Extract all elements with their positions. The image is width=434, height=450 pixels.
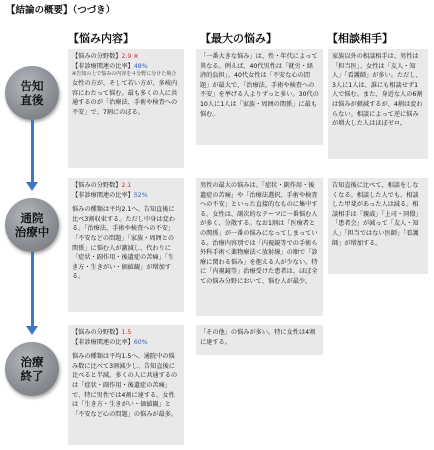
stage-label-line2: 治療中 [14,225,50,239]
non-clinical-ratio-label: 【非診療関連の比率】 [72,338,134,346]
field-count-label: 【悩みの分野数】 [72,329,122,336]
stage-label-line2: 直後 [20,93,44,107]
stage-circle-diagnosis [5,66,59,120]
non-clinical-ratio-label: 【非診療関連の比率】 [72,191,134,199]
non-clinical-ratio-line [72,191,180,201]
field-count-line [72,181,180,191]
consultant-text: 家族以外の相談相手は、男性は「担当医」、女性は「友人・知人」「看護師」が多い。ただし、3人に1人は、誰にも相談せず1人で悩む。また、身近な人の6割は悩みが軽減するが、4割は変わらない。相談によって逆に悩みが増大した人はほぼゼロ。 [332,53,423,128]
stage-label-line1: 治療 [20,354,44,369]
column-header-consultant: 【相談相手】 [327,32,393,45]
consultant-box-treatment [328,178,428,274]
greatest-concern-text: 「その他」の悩みが多い。特に女性は4割に達する。 [200,329,316,346]
stage-label-line2: 終了 [20,369,44,383]
non-clinical-ratio-value: 60% [133,338,148,346]
consultant-box-diagnosis [328,49,428,159]
concerns-summary: 女性の方が、そして若い方が、多岐内容にわたって悩む。最も多くの人に共通するのが「治療法、手術や検査への不安」で、7割にのぼる。 [72,79,178,116]
concerns-summary: 悩みの種類は平均2.1へ。告知直後に比べ3割収束する。ただし中身は変わる。「治療法、手術や検査への不安」「不安などの問題」「家族・周囲との関係」に悩む人が激減し、代わりに「症状・副作用・後遺症の苦痛」「生き方・生きがい・価値観」が増加する。 [72,206,175,281]
greatest-concern-box-completion [196,325,323,355]
stage-circle-treatment [5,198,59,252]
footnote: ※告知の上で悩みの内容を４分野に分けた場合 [72,71,177,78]
column-header-greatest-concern: 【最大の悩み】 [200,32,277,45]
non-clinical-ratio-value: 48% [133,62,148,70]
stage-label-line1: 告知 [20,78,44,93]
flow-arrow-line [31,120,34,182]
greatest-concern-text: 男性の最大の悩みは、「症状・副作用・後遺症の苦痛」や「治療法選択、手術や検査への不安」といった直接的なものに集中する。女性は、副次的なテーマに一番悩む人が多く、分散する。なお1割は「医療者との関係」が一番の悩みになってしまっている。治療内容別では「内視鏡等での手術ら外科手術＜薬物療法＜放射線」の順で「診療に関わる悩み」を抱える人が少ない。特に「内視鏡等」治療受けた患者は、ほぼ全ての悩み分野において、悩む人が最少。 [200,182,318,286]
field-count-value: 2.1 [121,182,132,189]
stage-label-line1: 通院 [20,210,44,225]
non-clinical-ratio-value: 52% [133,191,148,199]
greatest-concern-box-diagnosis [196,49,323,145]
field-count-line [72,52,180,62]
flow-arrow-head-icon [26,182,38,191]
concerns-box-treatment [68,178,184,312]
consultant-text: 告知直後に比べて、相談をしなくなる。相談した人でも、相談した甲斐があった人は減る。相談相手は「親戚」「上司・同僚」「患者会」が減って「友人・知人」「担当ではない医師」「看護師」が増加する。 [332,182,422,247]
concerns-box-completion [68,325,184,445]
field-count-line [72,328,180,338]
field-count-label: 【悩みの分野数】 [72,53,122,60]
concerns-box-diagnosis [68,49,184,168]
concerns-summary: 悩みの種類は平均1.5へ。通院中の悩み数に比べて3割減少し、告知直後に比べると半減。多くの人に共通するのは「症状・副作用・後遺症の苦痛」で、特に男性では4割に達する。女性は「生き方・生きがい・価値観」と「不安など心の問題」の悩みが最多。 [72,353,178,418]
greatest-concern-box-treatment [196,178,323,316]
flow-arrow-head-icon [26,326,38,335]
field-count-note-mark: ※ [133,53,139,60]
stage-circle-completion [5,342,59,396]
column-header-concerns: 【悩み内容】 [68,32,134,45]
non-clinical-ratio-label: 【非診療関連の比率】 [72,62,134,70]
field-count-value: 2.9 [121,53,132,60]
non-clinical-ratio-line [72,62,180,72]
greatest-concern-text: 「一番大きな悩み」は、性・年代によって異なる。例えば、40代男性は「就労・経済的負担」。40代女性は「不安な心の問題」が最大で、「治療法、手術や検査への不安」を挙げる人よりずっと多い。30代の10人に1人は「家族・周囲の関係」に最も悩む。 [200,53,319,118]
field-count-value: 1.5 [121,329,132,336]
flow-arrow-line [31,252,34,326]
non-clinical-ratio-line [72,338,180,348]
page-title: 【結論の概要】（つづき） [6,5,116,16]
field-count-label: 【悩みの分野数】 [72,182,122,189]
